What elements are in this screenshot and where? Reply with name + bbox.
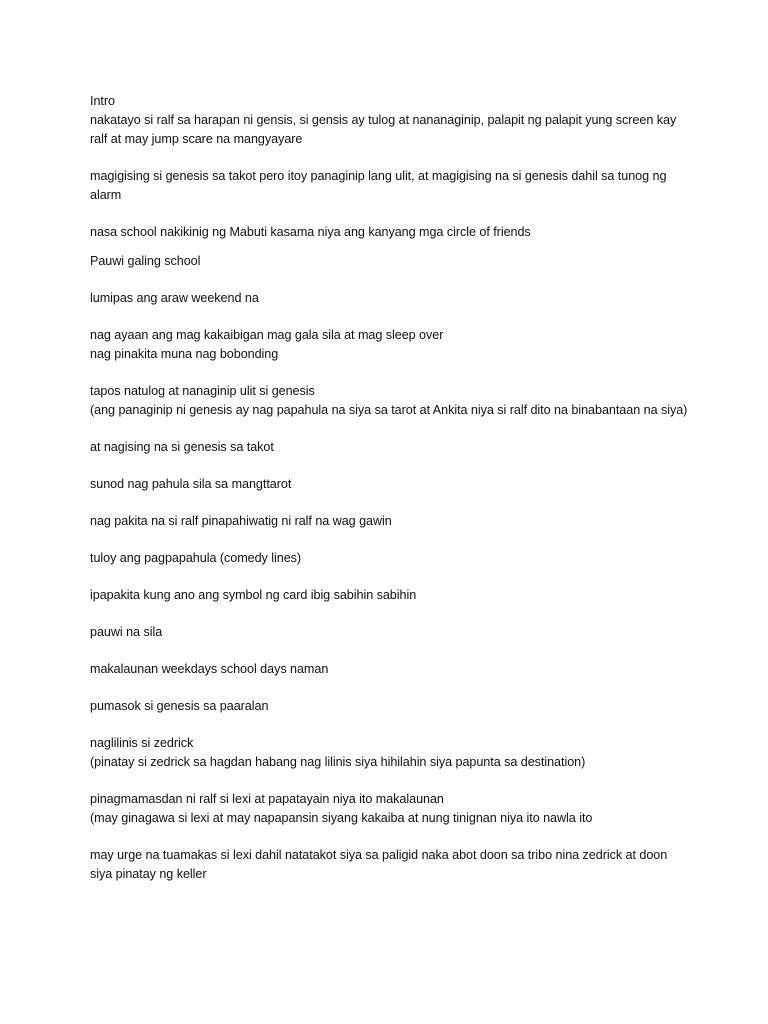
text-line: (ang panaginip ni genesis ay nag papahula na siya sa tarot at Ankita niya si ralf dito na binabantaan na siya): [90, 403, 688, 417]
text-line: sunod nag pahula sila sa mangttarot: [90, 477, 292, 491]
paragraph: [90, 326, 690, 364]
paragraph-intro: [90, 92, 690, 149]
text-line: nag pakita na si ralf pinapahiwatig ni ralf na wag gawin: [90, 514, 392, 528]
paragraph: [90, 790, 690, 828]
text-line: nag pinakita muna nag bobonding: [90, 347, 279, 361]
text-line: magigising si genesis sa takot pero itoy panaginip lang ulit, at magigising na si genesis dahil sa tunog ng alarm: [90, 169, 667, 202]
paragraph: [90, 623, 690, 642]
text-line: nasa school nakikinig ng Mabuti kasama niya ang kanyang mga circle of friends: [90, 225, 531, 239]
paragraph: [90, 697, 690, 716]
paragraph: [90, 438, 690, 457]
text-line: pumasok si genesis sa paaralan: [90, 699, 269, 713]
document-body: [90, 92, 690, 902]
text-line: tapos natulog at nanaginip ulit si genesis: [90, 384, 315, 398]
text-line: (may ginagawa si lexi at may napapansin siyang kakaiba at nung tinignan niya ito nawla ito: [90, 811, 593, 825]
text-line: Pauwi galing school: [90, 254, 201, 268]
text-line: at nagising na si genesis sa takot: [90, 440, 274, 454]
text-line: may urge na tuamakas si lexi dahil natatakot siya sa paligid naka abot doon sa tribo nina zedrick at doon siya pinatay ng keller: [90, 848, 668, 881]
paragraph: [90, 549, 690, 568]
text-line: tuloy ang pagpapahula (comedy lines): [90, 551, 302, 565]
paragraph: [90, 846, 690, 884]
paragraph: [90, 660, 690, 679]
paragraph: [90, 586, 690, 605]
paragraph: [90, 252, 690, 271]
text-line: nag ayaan ang mag kakaibigan mag gala sila at mag sleep over: [90, 328, 444, 342]
paragraph: [90, 167, 690, 205]
text-line: makalaunan weekdays school days naman: [90, 662, 329, 676]
paragraph: [90, 512, 690, 531]
text-line: ipapakita kung ano ang symbol ng card ibig sabihin sabihin: [90, 588, 417, 602]
text-line: pauwi na sila: [90, 625, 163, 639]
paragraph: [90, 382, 690, 420]
paragraph: [90, 223, 690, 242]
section-heading-intro: Intro: [90, 94, 115, 108]
paragraph: [90, 475, 690, 494]
paragraph: [90, 734, 690, 772]
text-line: (pinatay si zedrick sa hagdan habang nag lilinis siya hihilahin siya papunta sa destination): [90, 755, 586, 769]
text-line: lumipas ang araw weekend na: [90, 291, 259, 305]
text-line: naglilinis si zedrick: [90, 736, 194, 750]
paragraph: [90, 289, 690, 308]
text-line: pinagmamasdan ni ralf si lexi at papatayain niya ito makalaunan: [90, 792, 444, 806]
text-line: nakatayo si ralf sa harapan ni gensis, si gensis ay tulog at nananaginip, palapit ng palapit yung screen kay ralf at may jump scare na mangyayare: [90, 113, 677, 146]
